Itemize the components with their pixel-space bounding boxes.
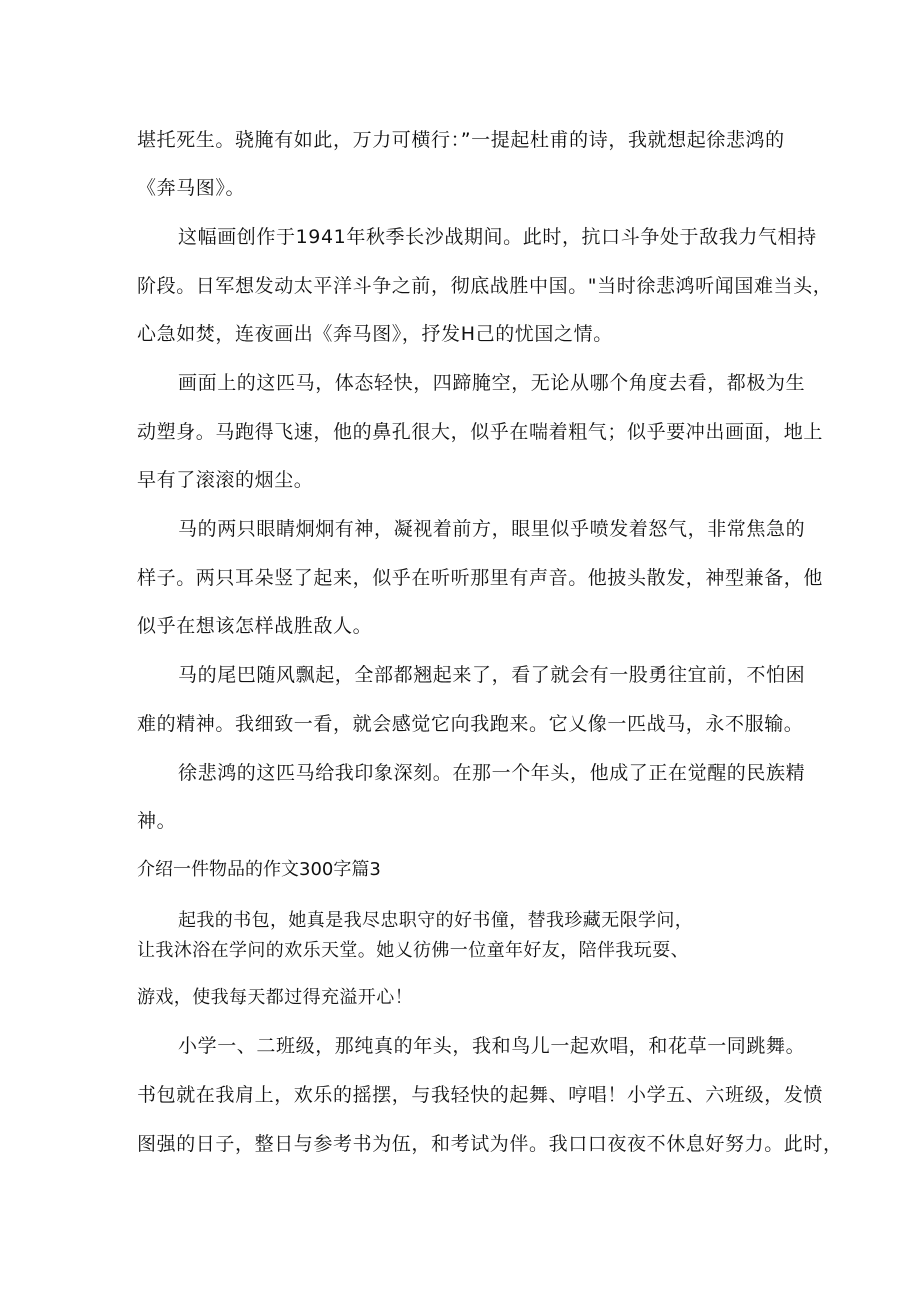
text-line: 难的精神。我细致一看，就会感觉它向我跑来。它乂像一匹战马，永不服输。 (137, 713, 804, 735)
text-line: 早有了滚滚的烟尘。 (137, 469, 314, 491)
text-line: 阶段。日军想发动太平洋斗争之前，彻底战胜中国。"当时徐悲鸿听闻国难当头， (137, 275, 833, 297)
paragraph-start: 画面上的这匹马，体态轻快，四蹄腌空，无论从哪个角度去看，都极为生 (178, 372, 806, 394)
text-line: 《奔马图》。 (137, 177, 246, 199)
text-line: 堪托死生。骁腌有如此，万力可横行：”一提起杜甫的诗，我就想起徐悲鸿的 (137, 129, 785, 151)
text-line: 图强的日子，整日与参考书为伍，和考试为伴。我口口夜夜不休息好努力。此时， (137, 1133, 843, 1155)
paragraph-start: 起我的书包，她真是我尽忠职守的好书僮，替我珍藏无限学问， (178, 910, 694, 931)
text-line: 似乎在想该怎样战胜敌人。 (137, 615, 373, 637)
text-line: 让我沐浴在学问的欢乐天堂。她乂彷佛一位童年好友，陪伴我玩耍、 (137, 940, 689, 961)
paragraph-start: 马的尾巴随风飘起，全部都翘起来了，看了就会有一股勇往宜前，不怕困 (178, 664, 806, 686)
text-line: 书包就在我肩上，欢乐的摇摆，与我轻快的起舞、哼唱！小学五、六班级，发愤 (137, 1084, 824, 1106)
section-heading: 介绍一件物品的作文300字篇3 (137, 859, 381, 880)
text-line: 样子。两只耳朵竖了起来，似乎在听听那里有声音。他披头散发，神型兼备，他 (137, 567, 824, 589)
paragraph-start: 徐悲鸿的这匹马给我印象深刻。在那一个年头，他成了正在觉醒的民族精 (178, 762, 806, 784)
text-line: 神。 (137, 810, 177, 832)
text-line: 心急如焚，连夜画出《奔马图》，抒发H己的忧国之情。 (137, 323, 613, 345)
paragraph-start: 马的两只眼睛炯炯有神，凝视着前方，眼里似乎喷发着怒气，非常焦急的 (178, 518, 806, 540)
paragraph-start: 这幅画创作于1941年秋季长沙战期间。此时，抗口斗争处于敌我力气相持 (178, 226, 817, 248)
text-line: 游戏，使我每天都过得充溢开心！ (137, 987, 413, 1008)
paragraph-start: 小学一、二班级，那纯真的年头，我和鸟儿一起欢唱，和花草一同跳舞。 (178, 1035, 806, 1057)
text-line: 动塑身。马跑得飞速，他的鼻孔很大，似乎在喘着粗气；似乎要冲出画面，地上 (137, 421, 824, 443)
